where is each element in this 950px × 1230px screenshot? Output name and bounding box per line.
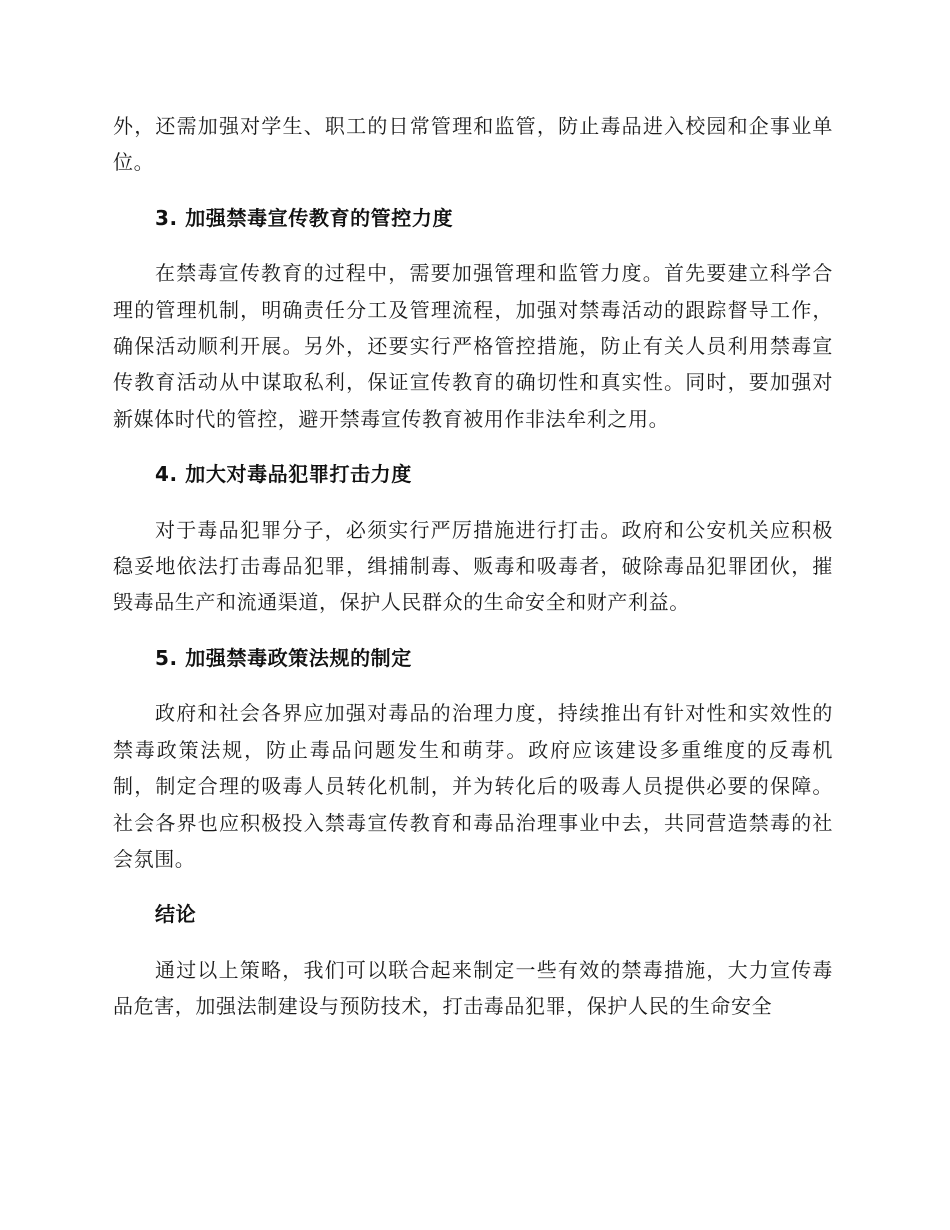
section-5-heading: 5. 加强禁毒政策法规的制定 — [155, 645, 412, 670]
section-3-heading: 3. 加强禁毒宣传教育的管控力度 — [155, 205, 454, 230]
section-4-heading: 4. 加大对毒品犯罪打击力度 — [155, 462, 412, 487]
section-4-paragraph: 对于毒品犯罪分子，必须实行严厉措施进行打击。政府和公安机关应积极稳妥地依法打击毒品犯罪，缉捕制毒、贩毒和吸毒者，破除毒品犯罪团伙，摧毁毒品生产和流通渠道，保护人民群众的生命安全和财产利益。 — [113, 517, 833, 615]
conclusion-heading: 结论 — [155, 902, 197, 927]
section-3-paragraph: 在禁毒宣传教育的过程中，需要加强管理和监管力度。首先要建立科学合理的管理机制，明确责任分工及管理流程，加强对禁毒活动的跟踪督导工作，确保活动顺利开展。另外，还要实行严格管控措施，防止有关人员利用禁毒宣传教育活动从中谋取私利，保证宣传教育的确切性和真实性。同时，要加强对新媒体时代的管控，避开禁毒宣传教育被用作非法牟利之用。 — [113, 261, 833, 431]
section-5-paragraph: 政府和社会各界应加强对毒品的治理力度，持续推出有针对性和实效性的禁毒政策法规，防止毒品问题发生和萌芽。政府应该建设多重维度的反毒机制，制定合理的吸毒人员转化机制，并为转化后的吸毒人员提供必要的保障。社会各界也应积极投入禁毒宣传教育和毒品治理事业中去，共同营造禁毒的社会氛围。 — [113, 701, 833, 871]
paragraph-continued: 外，还需加强对学生、职工的日常管理和监管，防止毒品进入校园和企事业单位。 — [113, 114, 833, 175]
conclusion-paragraph: 通过以上策略，我们可以联合起来制定一些有效的禁毒措施，大力宣传毒品危害，加强法制建设与预防技术，打击毒品犯罪，保护人民的生命安全 — [113, 957, 833, 1019]
document-body — [113, 108, 833, 1025]
